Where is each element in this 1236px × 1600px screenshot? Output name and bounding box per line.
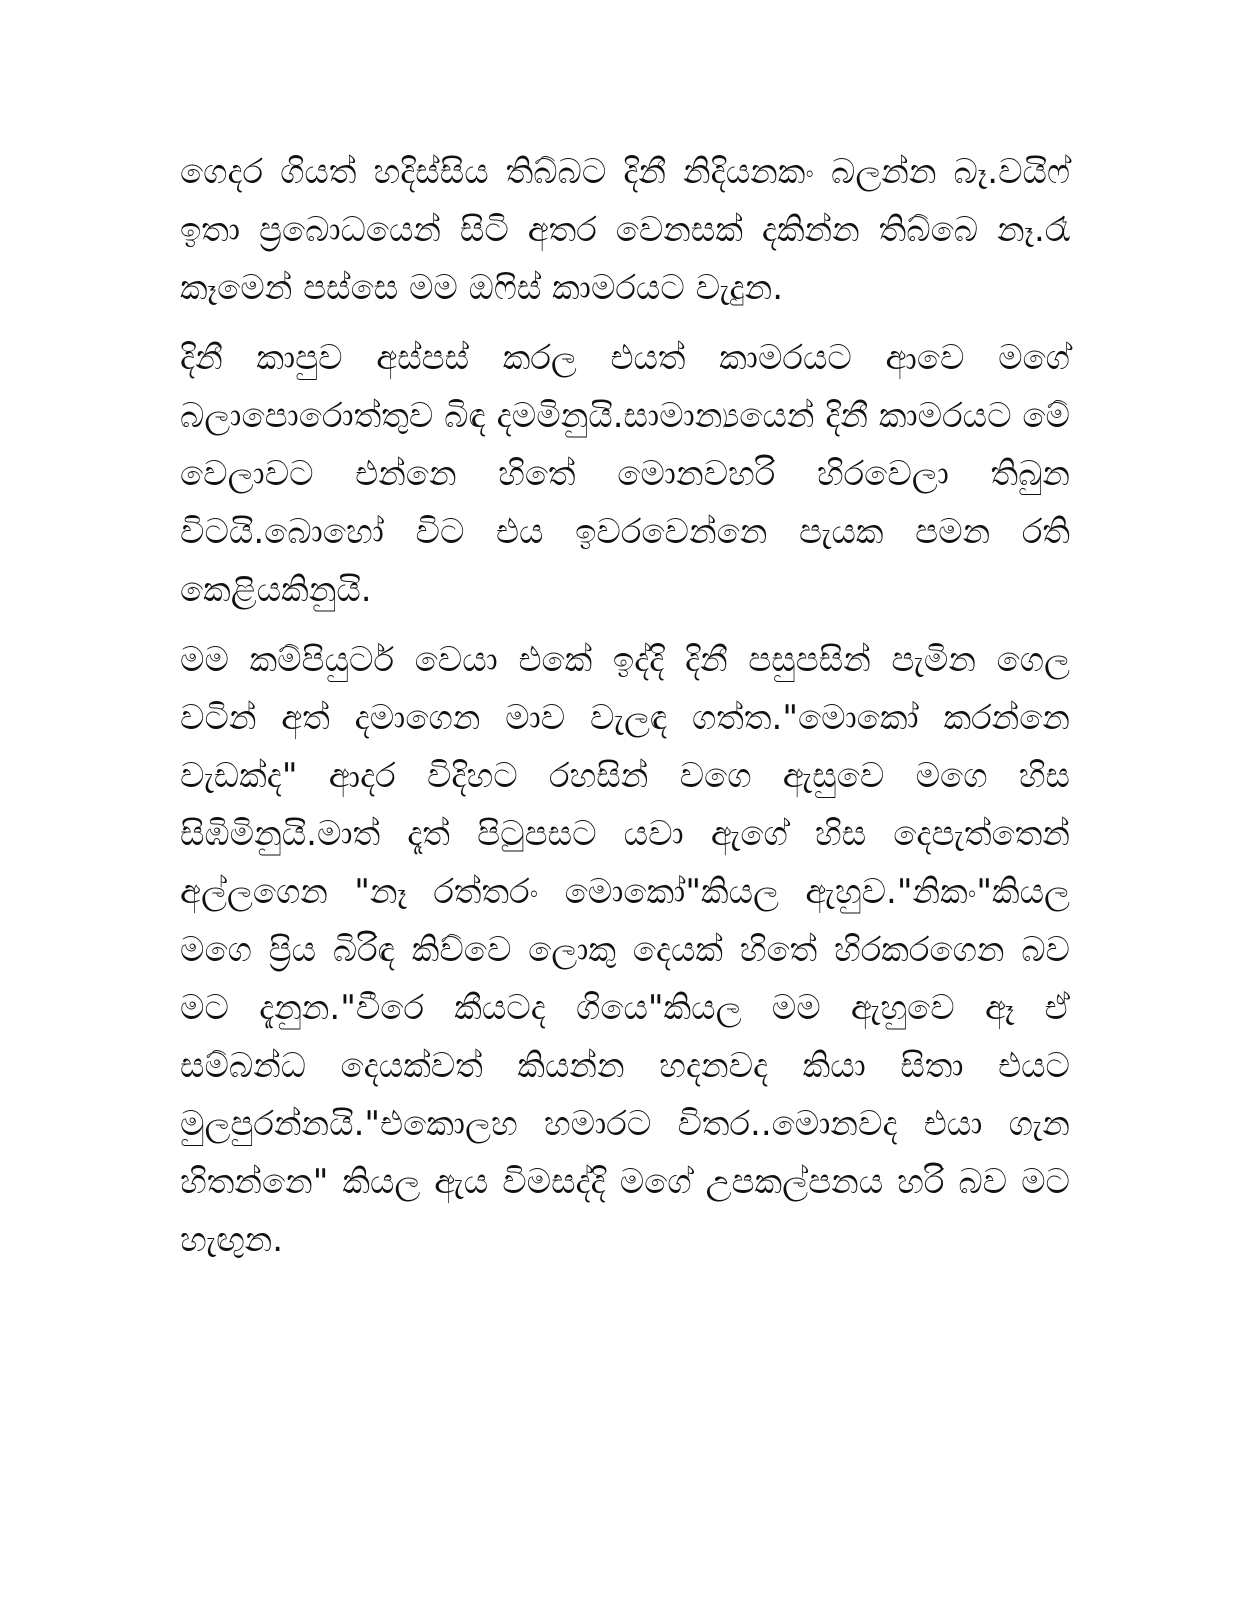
paragraph-2: දිනී කාපුව අස්පස් කරල එයත් කාමරයට ආවෙ මගේ බලාපොරොත්තුව බිඳ දමමිනුයි.සාමාන්‍යයෙන් දිනී කාමරයට මේ වෙලාවට එන්නෙ හිතේ මොනවහරි හිරවෙලා තිබුන විටයි.බොහෝ විට එය ඉවරවෙන්නෙ පැයක පමන රති කෙළියකිනුයි. <box>180 338 1070 610</box>
paragraph-3: මම කම්පියුටර් වෙයා එකේ ඉද්දි දිනී පසුපසින් පැමින ගෙල වටින් අත් දමාගෙන මාව වැලඳ ගත්ත."මොකෝ කරන්නෙ වැඩක්ද" ආදර විදිහට රහසින් වගෙ ඇසුවෙ මගෙ හිස සිඹිමිනුයි.මාත් දෑත් පිටුපසට යවා ඇගේ හිස දෙපැත්තෙන් අල්ලගෙන "නෑ රත්තරං මොකෝ"කියල ඇහුව."නිකං"කියල මගෙ ප්‍රිය බිරිඳ කිව්වෙ ලොකු දෙයක් හිතේ හිරකරගෙන බව මට දැනුන."වීරෙ කීයටද ගියෙ"කියල මම ඇහුවෙ ඈ ඒ සම්බන්ධ දෙයක්වත් කියන්න හදනවද කියා සිතා එයට මුලපුරන්නයි."එකොලහ හමාරට විතර..මොනවද එයා ගැන හිතන්නෙ" කියල ඇය විමසද්දි මගේ උපකල්පනය හරි බව මට හැඟුන. <box>180 640 1070 1260</box>
body-text <box>180 143 1070 1281</box>
paragraph-1: ගෙදර ගියත් හදිස්සිය තිබ්බට දිනී නිදියනකං බලන්න බෑ.වයිෆ් ඉතා ප්‍රබොධයෙන් සිටි අතර වෙනසක් දකින්න තිබ්බෙ නෑ.රෑ කෑමෙන් පස්සෙ මම ඔෆිස් කාමරයට වැදුන. <box>180 152 1070 308</box>
